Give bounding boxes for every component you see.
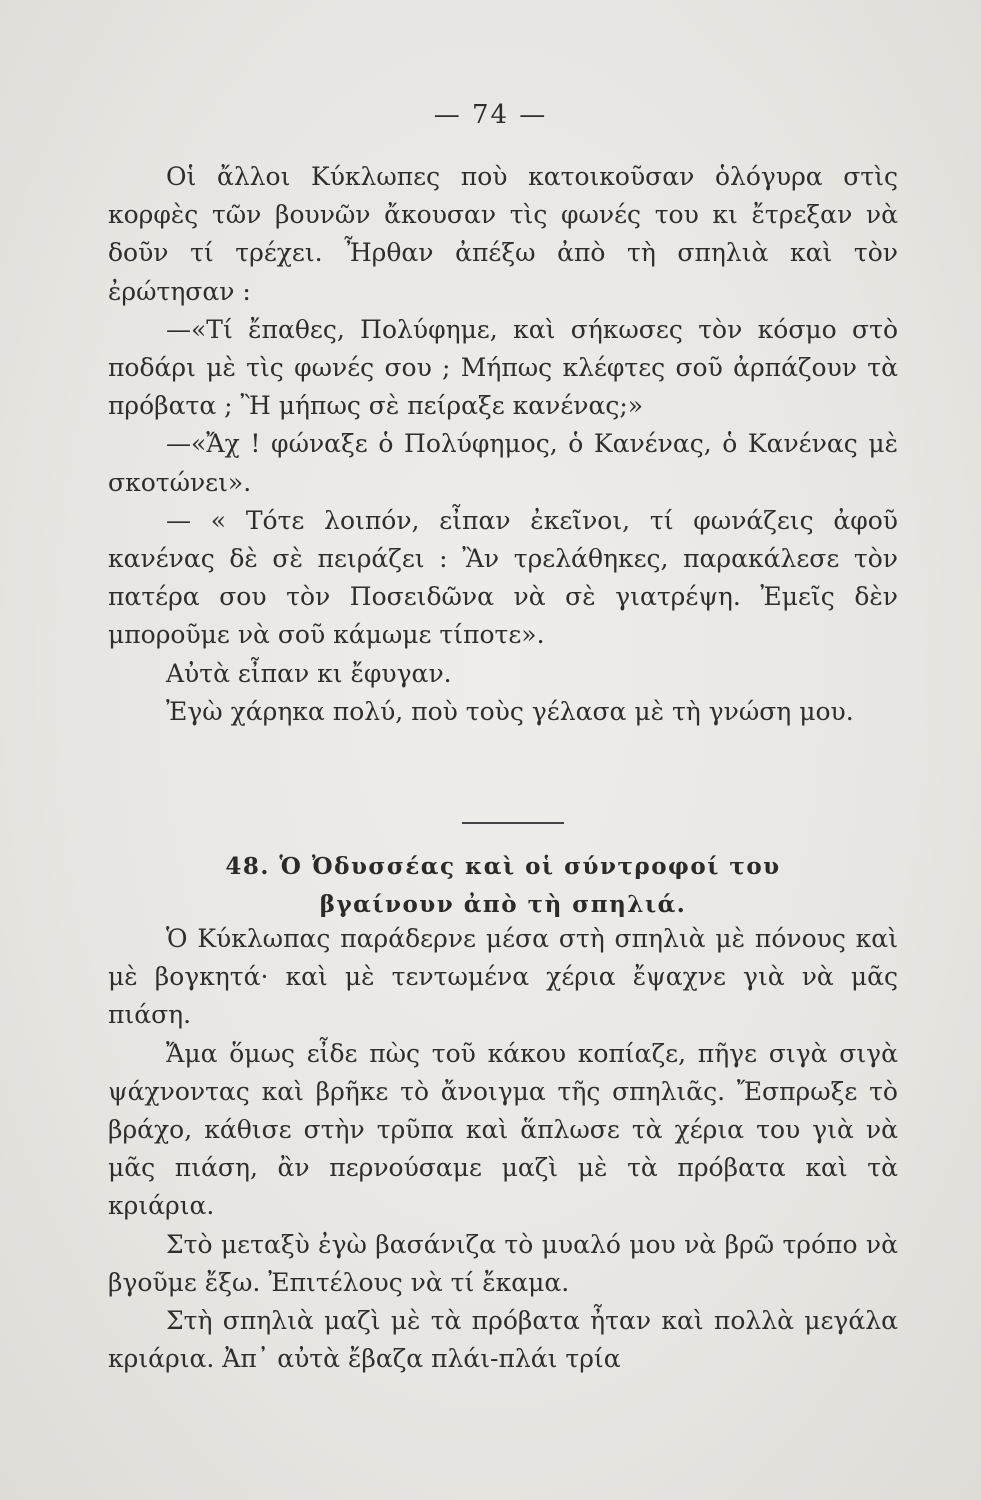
- paragraph: —«Ἄχ ! φώναξε ὁ Πολύφημος, ὁ Κανένας, ὁ Κανένας μὲ σκοτώνει».: [108, 429, 898, 497]
- paragraph: Ἐγὼ χάρηκα πολύ, ποὺ τοὺς γέλασα μὲ τὴ γνώση μου.: [166, 696, 854, 726]
- text-block-before: [108, 158, 898, 731]
- paragraph: Ὁ Κύκλωπας παράδερνε μέσα στὴ σπηλιὰ μὲ πόνους καὶ μὲ βογκητά· καὶ μὲ τεντωμένα χέρια ἔψαχνε γιὰ νὰ μᾶς πιάση.: [108, 924, 898, 1030]
- section-heading-line: 48. Ὁ Ὀδυσσέας καὶ οἱ σύντροφοί του: [225, 853, 781, 880]
- section-heading-line: βγαίνουν ἀπὸ τὴ σπηλιά.: [319, 891, 687, 918]
- section-heading: [108, 848, 898, 924]
- section-divider: [462, 822, 564, 824]
- paragraph: Στὴ σπηλιὰ μαζὶ μὲ τὰ πρόβατα ἦταν καὶ πολλὰ μεγάλα κριάρια. Ἀπ᾽ αὐτὰ ἔβαζα πλάι-πλάι τρία: [108, 1306, 898, 1374]
- paragraph: Στὸ μεταξὺ ἐγὼ βασάνιζα τὸ μυαλό μου νὰ βρῶ τρόπο νὰ βγοῦμε ἔξω. Ἐπιτέλους νὰ τί ἔκαμα.: [108, 1229, 898, 1297]
- paragraph: Ἄμα ὅμως εἶδε πὼς τοῦ κάκου κοπίαζε, πῆγε σιγὰ σιγὰ ψάχνοντας καὶ βρῆκε τὸ ἄνοιγμα τῆς σπηλιᾶς. Ἔσπρωξε τὸ βράχο, κάθισε στὴν τρῦπα καὶ ἅπλωσε τὰ χέρια του γιὰ νὰ μᾶς πιάση, ἂν περνούσαμε μαζὶ μὲ τὰ πρόβατα καὶ τὰ κριάρια.: [108, 1038, 898, 1221]
- text-block-after: [108, 920, 898, 1378]
- paragraph: Οἱ ἄλλοι Κύκλωπες ποὺ κατοικοῦσαν ὁλόγυρα στὶς κορφὲς τῶν βουνῶν ἄκουσαν τὶς φωνές του κι ἔτρεξαν νὰ δοῦν τί τρέχει. Ἦρθαν ἀπέξω ἀπὸ τὴ σπηλιὰ καὶ τὸν ἐρώτησαν :: [108, 162, 898, 306]
- paragraph: — « Τότε λοιπόν, εἶπαν ἐκεῖνοι, τί φωνάζεις ἀφοῦ κανένας δὲ σὲ πειράζει : Ἂν τρελάθηκες, παρακάλεσε τὸν πατέρα σου τὸν Ποσειδῶνα νὰ σὲ γιατρέψη. Ἐμεῖς δὲν μποροῦμε νὰ σοῦ κάμωμε τίποτε».: [108, 505, 898, 650]
- paragraph: Αὐτὰ εἶπαν κι ἔφυγαν.: [166, 658, 452, 688]
- paragraph: —«Τί ἔπαθες, Πολύφημε, καὶ σήκωσες τὸν κόσμο στὸ ποδάρι μὲ τὶς φωνές σου ; Μήπως κλέφτες σοῦ ἀρπάζουν τὰ πρόβατα ; Ἢ μήπως σὲ πείραξε κανένας;»: [108, 314, 898, 421]
- page-number: — 74 —: [433, 100, 548, 130]
